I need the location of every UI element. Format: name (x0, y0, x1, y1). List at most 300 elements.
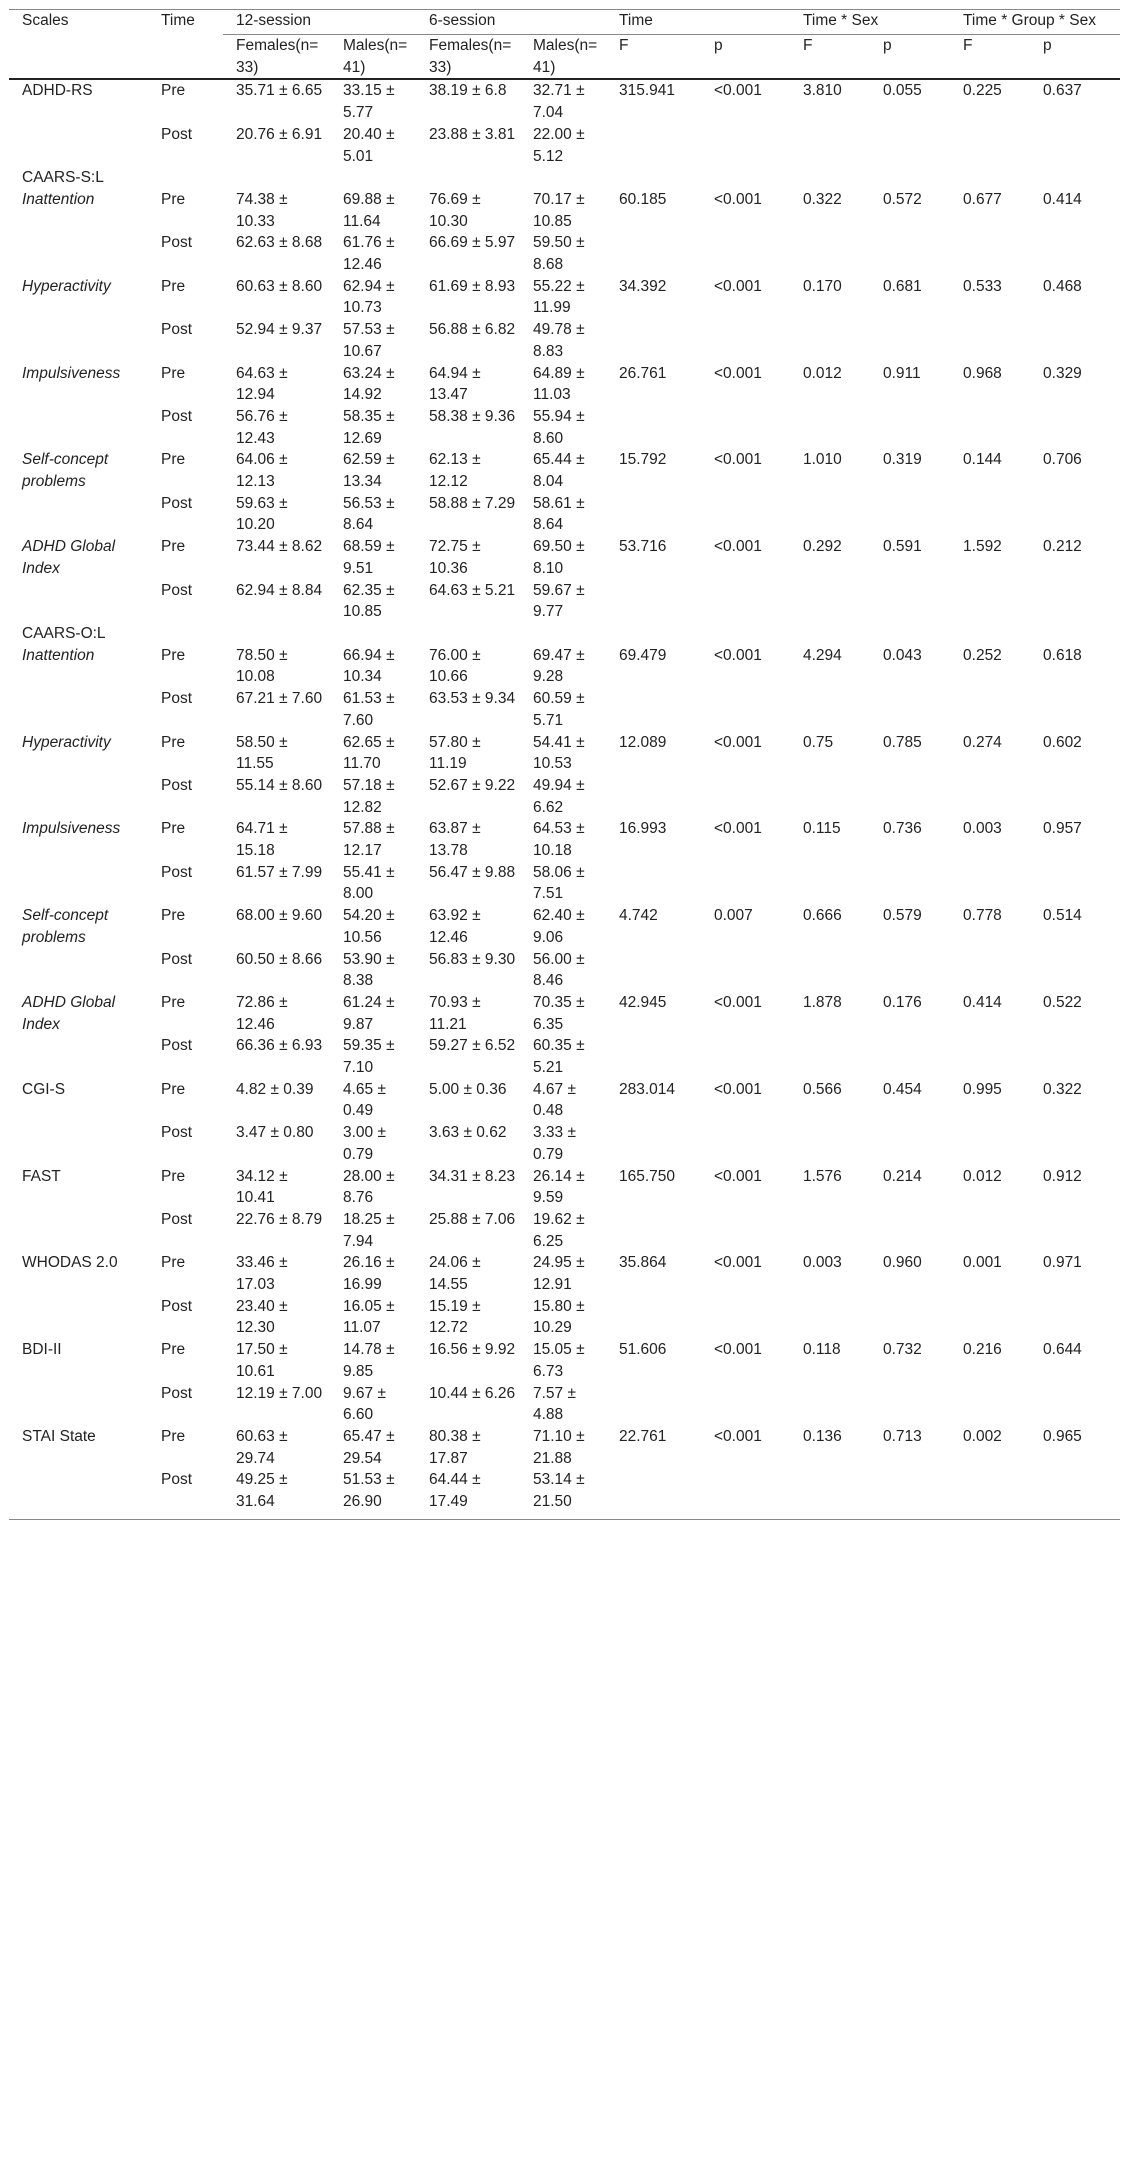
header-females-12: Females(n= 33) (223, 35, 330, 80)
empty-cell (330, 167, 416, 189)
cell-sex-f: 0.292 (803, 538, 842, 556)
table-row (9, 1339, 1120, 1382)
cell-time-f (606, 1122, 701, 1165)
cell-sex-p (870, 406, 950, 449)
scale-name: BDI-II (22, 1341, 62, 1359)
cell-time-p (701, 1209, 790, 1252)
group-label: CAARS-S:L (22, 169, 104, 187)
scale-name (9, 406, 148, 449)
cell-males-12: 62.65 ± 11.70 (343, 733, 395, 773)
cell-sex-p (870, 580, 950, 623)
table-row (9, 580, 1120, 623)
cell-males-12: 26.16 ± 16.99 (343, 1254, 395, 1294)
table-row (9, 189, 1120, 232)
cell-sex-f (790, 1296, 870, 1339)
cell-time-f: 69.479 (619, 646, 667, 664)
cell-females-6: 52.67 ± 9.22 (429, 776, 516, 794)
scale-name (9, 124, 148, 167)
cell-sex-f: 1.878 (803, 993, 842, 1011)
scale-name (9, 1209, 148, 1252)
empty-cell (148, 167, 223, 189)
cell-males-6: 32.71 ± 7.04 (533, 82, 585, 122)
cell-sex-f (790, 862, 870, 905)
cell-females-6: 10.44 ± 6.26 (429, 1384, 516, 1402)
header-group-sex-p: p (1030, 35, 1120, 80)
cell-males-12: 57.18 ± 12.82 (343, 776, 395, 816)
cell-time-f (606, 1296, 701, 1339)
cell-sex-p: 0.785 (883, 733, 922, 751)
time-point: Post (161, 950, 193, 968)
cell-males-6: 24.95 ± 12.91 (533, 1254, 585, 1294)
scale-name (9, 1035, 148, 1078)
cell-time-f: 15.792 (619, 451, 667, 469)
cell-males-12: 4.65 ± 0.49 (343, 1080, 386, 1120)
cell-sex-f (790, 406, 870, 449)
cell-time-p (701, 1122, 790, 1165)
cell-group-sex-p: 0.514 (1043, 907, 1082, 925)
table-row (9, 124, 1120, 167)
time-point: Pre (161, 364, 186, 382)
time-point: Post (161, 863, 193, 881)
cell-females-6: 72.75 ± 10.36 (429, 538, 481, 577)
cell-sex-f: 0.566 (803, 1080, 842, 1098)
scale-name: Self-concept problems (22, 907, 109, 946)
cell-sex-p (870, 1035, 950, 1078)
header-time-group-sex: Time * Group * Sex (963, 12, 1096, 29)
cell-group-sex-p (1030, 232, 1120, 275)
scale-name: FAST (22, 1167, 61, 1185)
cell-males-6: 62.40 ± 9.06 (533, 907, 585, 946)
cell-group-sex-p (1030, 1035, 1120, 1078)
cell-females-12: 34.12 ± 10.41 (236, 1167, 288, 1207)
time-point: Post (161, 1124, 193, 1142)
cell-sex-f: 3.810 (803, 82, 842, 100)
cell-group-sex-f (950, 319, 1030, 362)
cell-females-6: 15.19 ± 12.72 (429, 1297, 481, 1337)
cell-sex-p (870, 949, 950, 992)
cell-sex-p: 0.911 (883, 364, 921, 382)
cell-females-6: 64.44 ± 17.49 (429, 1471, 481, 1511)
cell-sex-p (870, 232, 950, 275)
cell-females-12: 59.63 ± 10.20 (236, 494, 288, 534)
cell-group-sex-p: 0.212 (1043, 538, 1082, 556)
cell-group-sex-f (950, 688, 1030, 731)
cell-sex-p: 0.681 (883, 277, 922, 295)
table-row (9, 319, 1120, 362)
cell-time-p: <0.001 (714, 993, 762, 1011)
cell-time-f (606, 949, 701, 992)
cell-females-12: 20.76 ± 6.91 (236, 125, 323, 143)
header-6-session: 6-session (429, 12, 496, 29)
time-point: Pre (161, 538, 186, 556)
table-row (9, 406, 1120, 449)
cell-time-p: <0.001 (714, 1254, 762, 1272)
cell-group-sex-f (950, 1035, 1030, 1078)
cell-sex-p: 0.579 (883, 907, 922, 925)
header-row-top (9, 10, 1120, 35)
empty-cell (870, 167, 950, 189)
cell-females-12: 52.94 ± 9.37 (236, 321, 323, 339)
cell-group-sex-p (1030, 775, 1120, 818)
cell-sex-f: 0.118 (803, 1341, 841, 1359)
cell-females-6: 24.06 ± 14.55 (429, 1254, 481, 1294)
cell-time-p (701, 406, 790, 449)
empty-cell (870, 623, 950, 645)
table-row (9, 949, 1120, 992)
cell-group-sex-p: 0.912 (1043, 1167, 1082, 1185)
scale-name: ADHD Global Index (22, 538, 116, 577)
time-point: Pre (161, 646, 186, 664)
table-row (9, 449, 1120, 492)
cell-sex-p (870, 493, 950, 536)
cell-time-p (701, 232, 790, 275)
cell-females-12: 64.06 ± 12.13 (236, 451, 288, 491)
cell-females-6: 63.87 ± 13.78 (429, 820, 481, 860)
cell-males-6: 22.00 ± 5.12 (533, 125, 585, 165)
cell-sex-f (790, 1122, 870, 1165)
cell-sex-p (870, 1209, 950, 1252)
table-row (9, 1383, 1120, 1426)
cell-time-p: <0.001 (714, 190, 762, 208)
header-scales: Scales (22, 12, 69, 29)
scale-name (9, 319, 148, 362)
cell-group-sex-f: 0.414 (963, 993, 1002, 1011)
empty-cell (701, 167, 790, 189)
scale-name: Hyperactivity (22, 733, 111, 751)
cell-males-6: 65.44 ± 8.04 (533, 451, 585, 491)
cell-group-sex-f (950, 949, 1030, 992)
cell-males-6: 59.67 ± 9.77 (533, 581, 585, 621)
table-bottom-rule (9, 1513, 1120, 1520)
cell-sex-p: 0.591 (883, 538, 922, 556)
cell-females-12: 64.71 ± 15.18 (236, 820, 288, 860)
time-point: Post (161, 321, 193, 339)
empty-cell (416, 167, 520, 189)
cell-time-p: <0.001 (714, 538, 762, 556)
empty-cell (950, 623, 1030, 645)
cell-sex-p: 0.713 (883, 1428, 922, 1445)
cell-sex-p: 0.214 (883, 1167, 922, 1185)
cell-group-sex-p: 0.644 (1043, 1341, 1082, 1359)
cell-females-12: 22.76 ± 8.79 (236, 1210, 323, 1228)
cell-sex-p: 0.043 (883, 646, 922, 664)
cell-sex-f (790, 124, 870, 167)
cell-time-p (701, 319, 790, 362)
cell-males-6: 60.59 ± 5.71 (533, 690, 585, 729)
cell-females-12: 35.71 ± 6.65 (236, 82, 323, 100)
cell-time-f: 16.993 (619, 820, 667, 838)
cell-sex-f: 1.010 (803, 451, 842, 469)
cell-females-6: 23.88 ± 3.81 (429, 125, 516, 143)
scale-name: WHODAS 2.0 (22, 1254, 118, 1272)
empty-cell (790, 623, 870, 645)
cell-group-sex-f: 0.002 (963, 1428, 1002, 1445)
scale-name (9, 232, 148, 275)
cell-time-p: <0.001 (714, 364, 762, 382)
cell-sex-f (790, 1209, 870, 1252)
scale-name: Impulsiveness (22, 820, 121, 838)
time-point: Post (161, 407, 193, 425)
cell-males-12: 63.24 ± 14.92 (343, 364, 395, 404)
cell-males-12: 53.90 ± 8.38 (343, 950, 395, 990)
cell-group-sex-f: 0.144 (963, 451, 1002, 469)
empty-cell (1030, 623, 1120, 645)
scale-name: STAI State (22, 1428, 96, 1445)
cell-females-12: 58.50 ± 11.55 (236, 733, 288, 773)
cell-males-6: 64.53 ± 10.18 (533, 820, 585, 860)
cell-time-f: 283.014 (619, 1080, 676, 1098)
cell-group-sex-p (1030, 688, 1120, 731)
table-row (9, 818, 1120, 861)
cell-time-p: <0.001 (714, 1341, 762, 1359)
cell-time-f (606, 1383, 701, 1426)
cell-females-12: 74.38 ± 10.33 (236, 190, 288, 230)
cell-time-f: 60.185 (619, 190, 667, 208)
cell-sex-p: 0.319 (883, 451, 922, 469)
header-sex-f: F (790, 35, 870, 80)
cell-females-12: 67.21 ± 7.60 (236, 690, 323, 708)
scale-name: Impulsiveness (22, 364, 121, 382)
cell-females-12: 60.50 ± 8.66 (236, 950, 323, 968)
cell-sex-f: 0.170 (803, 277, 842, 295)
cell-sex-f (790, 1469, 870, 1512)
scale-name: Inattention (22, 190, 95, 208)
cell-females-6: 38.19 ± 6.8 (429, 82, 507, 100)
cell-group-sex-f (950, 862, 1030, 905)
cell-females-12: 4.82 ± 0.39 (236, 1080, 314, 1098)
table-row (9, 1035, 1120, 1078)
cell-sex-p (870, 775, 950, 818)
cell-time-f: 315.941 (619, 82, 676, 100)
cell-group-sex-p: 0.971 (1043, 1254, 1082, 1272)
cell-group-sex-p (1030, 949, 1120, 992)
cell-sex-f: 4.294 (803, 646, 842, 664)
cell-sex-p (870, 124, 950, 167)
scale-name (9, 862, 148, 905)
cell-sex-p (870, 1383, 950, 1426)
cell-sex-p (870, 1469, 950, 1512)
cell-group-sex-f: 0.225 (963, 82, 1002, 100)
header-time-f: F (606, 35, 701, 80)
scale-name (9, 775, 148, 818)
cell-group-sex-f: 0.003 (963, 820, 1002, 838)
table-row (9, 905, 1120, 948)
cell-females-6: 70.93 ± 11.21 (429, 993, 481, 1033)
cell-time-f (606, 775, 701, 818)
empty-cell (950, 167, 1030, 189)
scale-name: Inattention (22, 646, 95, 664)
scale-name: CGI-S (22, 1080, 66, 1098)
group-label: CAARS-O:L (22, 624, 106, 642)
cell-females-6: 56.47 ± 9.88 (429, 863, 516, 881)
cell-sex-f: 0.003 (803, 1254, 842, 1272)
cell-time-p (701, 580, 790, 623)
cell-females-12: 66.36 ± 6.93 (236, 1037, 323, 1055)
cell-time-p: <0.001 (714, 82, 762, 100)
cell-females-6: 58.38 ± 9.36 (429, 407, 516, 425)
cell-females-6: 57.80 ± 11.19 (429, 733, 481, 773)
cell-group-sex-p (1030, 406, 1120, 449)
cell-males-6: 58.61 ± 8.64 (533, 494, 585, 534)
empty-cell (520, 167, 606, 189)
table-row (9, 1122, 1120, 1165)
cell-females-12: 62.94 ± 8.84 (236, 581, 323, 599)
cell-sex-p: 0.176 (883, 993, 922, 1011)
scale-name (9, 493, 148, 536)
cell-males-12: 61.76 ± 12.46 (343, 234, 395, 274)
cell-time-f (606, 493, 701, 536)
cell-sex-p (870, 1122, 950, 1165)
cell-females-6: 62.13 ± 12.12 (429, 451, 481, 491)
empty-cell (701, 623, 790, 645)
cell-males-6: 59.50 ± 8.68 (533, 234, 585, 274)
cell-males-6: 7.57 ± 4.88 (533, 1384, 576, 1424)
cell-time-f: 4.742 (619, 907, 658, 925)
cell-sex-f (790, 1035, 870, 1078)
header-time-p: p (701, 35, 790, 80)
cell-sex-p: 0.960 (883, 1254, 922, 1272)
cell-time-p: <0.001 (714, 277, 762, 295)
cell-males-6: 69.47 ± 9.28 (533, 646, 585, 686)
cell-time-p: <0.001 (714, 1428, 762, 1445)
cell-time-f (606, 1035, 701, 1078)
cell-group-sex-p (1030, 1209, 1120, 1252)
results-table (9, 9, 1120, 1520)
cell-group-sex-f: 0.533 (963, 277, 1002, 295)
cell-group-sex-f (950, 1122, 1030, 1165)
cell-females-6: 56.83 ± 9.30 (429, 950, 516, 968)
scale-name (9, 1122, 148, 1165)
cell-males-12: 65.47 ± 29.54 (343, 1428, 395, 1467)
cell-group-sex-f: 0.995 (963, 1080, 1002, 1098)
cell-group-sex-p (1030, 862, 1120, 905)
scale-name (9, 580, 148, 623)
cell-males-12: 55.41 ± 8.00 (343, 863, 395, 903)
time-point: Post (161, 776, 193, 794)
cell-males-12: 66.94 ± 10.34 (343, 646, 395, 686)
cell-males-6: 53.14 ± 21.50 (533, 1471, 585, 1511)
group-label-row (9, 623, 1120, 645)
cell-sex-f: 0.322 (803, 190, 842, 208)
cell-females-6: 5.00 ± 0.36 (429, 1080, 507, 1098)
cell-males-6: 55.94 ± 8.60 (533, 407, 585, 447)
table-row (9, 992, 1120, 1035)
cell-sex-f: 0.012 (803, 364, 842, 382)
empty-cell (606, 623, 701, 645)
time-point: Pre (161, 190, 186, 208)
cell-males-6: 49.78 ± 8.83 (533, 321, 585, 360)
time-point: Pre (161, 1254, 186, 1272)
cell-time-p (701, 949, 790, 992)
cell-sex-f (790, 1383, 870, 1426)
cell-males-6: 56.00 ± 8.46 (533, 950, 585, 990)
cell-time-f (606, 688, 701, 731)
header-time-sex: Time * Sex (803, 12, 879, 29)
cell-group-sex-p (1030, 1469, 1120, 1512)
cell-group-sex-f (950, 1383, 1030, 1426)
cell-males-12: 61.53 ± 7.60 (343, 690, 395, 729)
time-point: Pre (161, 820, 186, 838)
time-point: Post (161, 1384, 193, 1402)
cell-time-f: 26.761 (619, 364, 667, 382)
scale-name: Self-concept problems (22, 451, 109, 491)
time-point: Pre (161, 1428, 186, 1445)
cell-time-f (606, 580, 701, 623)
cell-females-12: 72.86 ± 12.46 (236, 993, 288, 1033)
empty-cell (1030, 167, 1120, 189)
cell-sex-f: 0.115 (803, 820, 841, 838)
cell-males-6: 49.94 ± 6.62 (533, 776, 585, 816)
cell-males-12: 56.53 ± 8.64 (343, 494, 395, 534)
time-point: Pre (161, 733, 186, 751)
cell-sex-f (790, 319, 870, 362)
cell-group-sex-p: 0.522 (1043, 993, 1082, 1011)
cell-time-f (606, 1209, 701, 1252)
empty-cell (416, 623, 520, 645)
cell-sex-p: 0.732 (883, 1341, 922, 1359)
table-row (9, 79, 1120, 123)
cell-time-f: 35.864 (619, 1254, 667, 1272)
cell-females-12: 60.63 ± 29.74 (236, 1428, 288, 1467)
time-point: Pre (161, 993, 186, 1011)
cell-time-f (606, 406, 701, 449)
cell-males-12: 57.88 ± 12.17 (343, 820, 395, 860)
cell-males-12: 14.78 ± 9.85 (343, 1341, 395, 1380)
cell-group-sex-f: 0.001 (963, 1254, 1002, 1272)
cell-group-sex-p: 0.706 (1043, 451, 1082, 469)
cell-males-6: 64.89 ± 11.03 (533, 364, 585, 404)
cell-females-6: 34.31 ± 8.23 (429, 1167, 516, 1185)
cell-females-6: 63.92 ± 12.46 (429, 907, 481, 946)
cell-females-6: 76.00 ± 10.66 (429, 646, 481, 686)
cell-group-sex-p (1030, 1122, 1120, 1165)
cell-females-6: 61.69 ± 8.93 (429, 277, 516, 295)
empty-cell (790, 167, 870, 189)
cell-time-p: 0.007 (714, 907, 753, 925)
cell-females-12: 33.46 ± 17.03 (236, 1254, 288, 1294)
cell-females-6: 3.63 ± 0.62 (429, 1124, 507, 1142)
time-point: Post (161, 1037, 193, 1055)
cell-sex-p: 0.055 (883, 82, 922, 100)
cell-females-12: 56.76 ± 12.43 (236, 407, 288, 447)
cell-group-sex-p: 0.637 (1043, 82, 1082, 100)
cell-males-6: 55.22 ± 11.99 (533, 277, 585, 317)
cell-group-sex-f: 0.968 (963, 364, 1002, 382)
cell-males-12: 69.88 ± 11.64 (343, 190, 395, 230)
cell-females-6: 58.88 ± 7.29 (429, 494, 516, 512)
cell-group-sex-f: 0.677 (963, 190, 1002, 208)
cell-sex-f (790, 493, 870, 536)
cell-group-sex-p: 0.329 (1043, 364, 1082, 382)
cell-sex-f: 0.136 (803, 1428, 842, 1445)
empty-cell (330, 623, 416, 645)
table-row (9, 493, 1120, 536)
scale-name (9, 688, 148, 731)
cell-sex-f: 0.75 (803, 733, 834, 751)
scale-name (9, 949, 148, 992)
cell-females-12: 73.44 ± 8.62 (236, 538, 323, 556)
table-row (9, 536, 1120, 579)
table-row (9, 1252, 1120, 1295)
cell-males-6: 54.41 ± 10.53 (533, 733, 585, 773)
cell-time-f (606, 124, 701, 167)
cell-time-p: <0.001 (714, 733, 762, 751)
cell-females-6: 56.88 ± 6.82 (429, 321, 516, 339)
cell-sex-f (790, 580, 870, 623)
cell-sex-f (790, 775, 870, 818)
cell-time-p: <0.001 (714, 820, 762, 838)
cell-group-sex-p (1030, 1296, 1120, 1339)
